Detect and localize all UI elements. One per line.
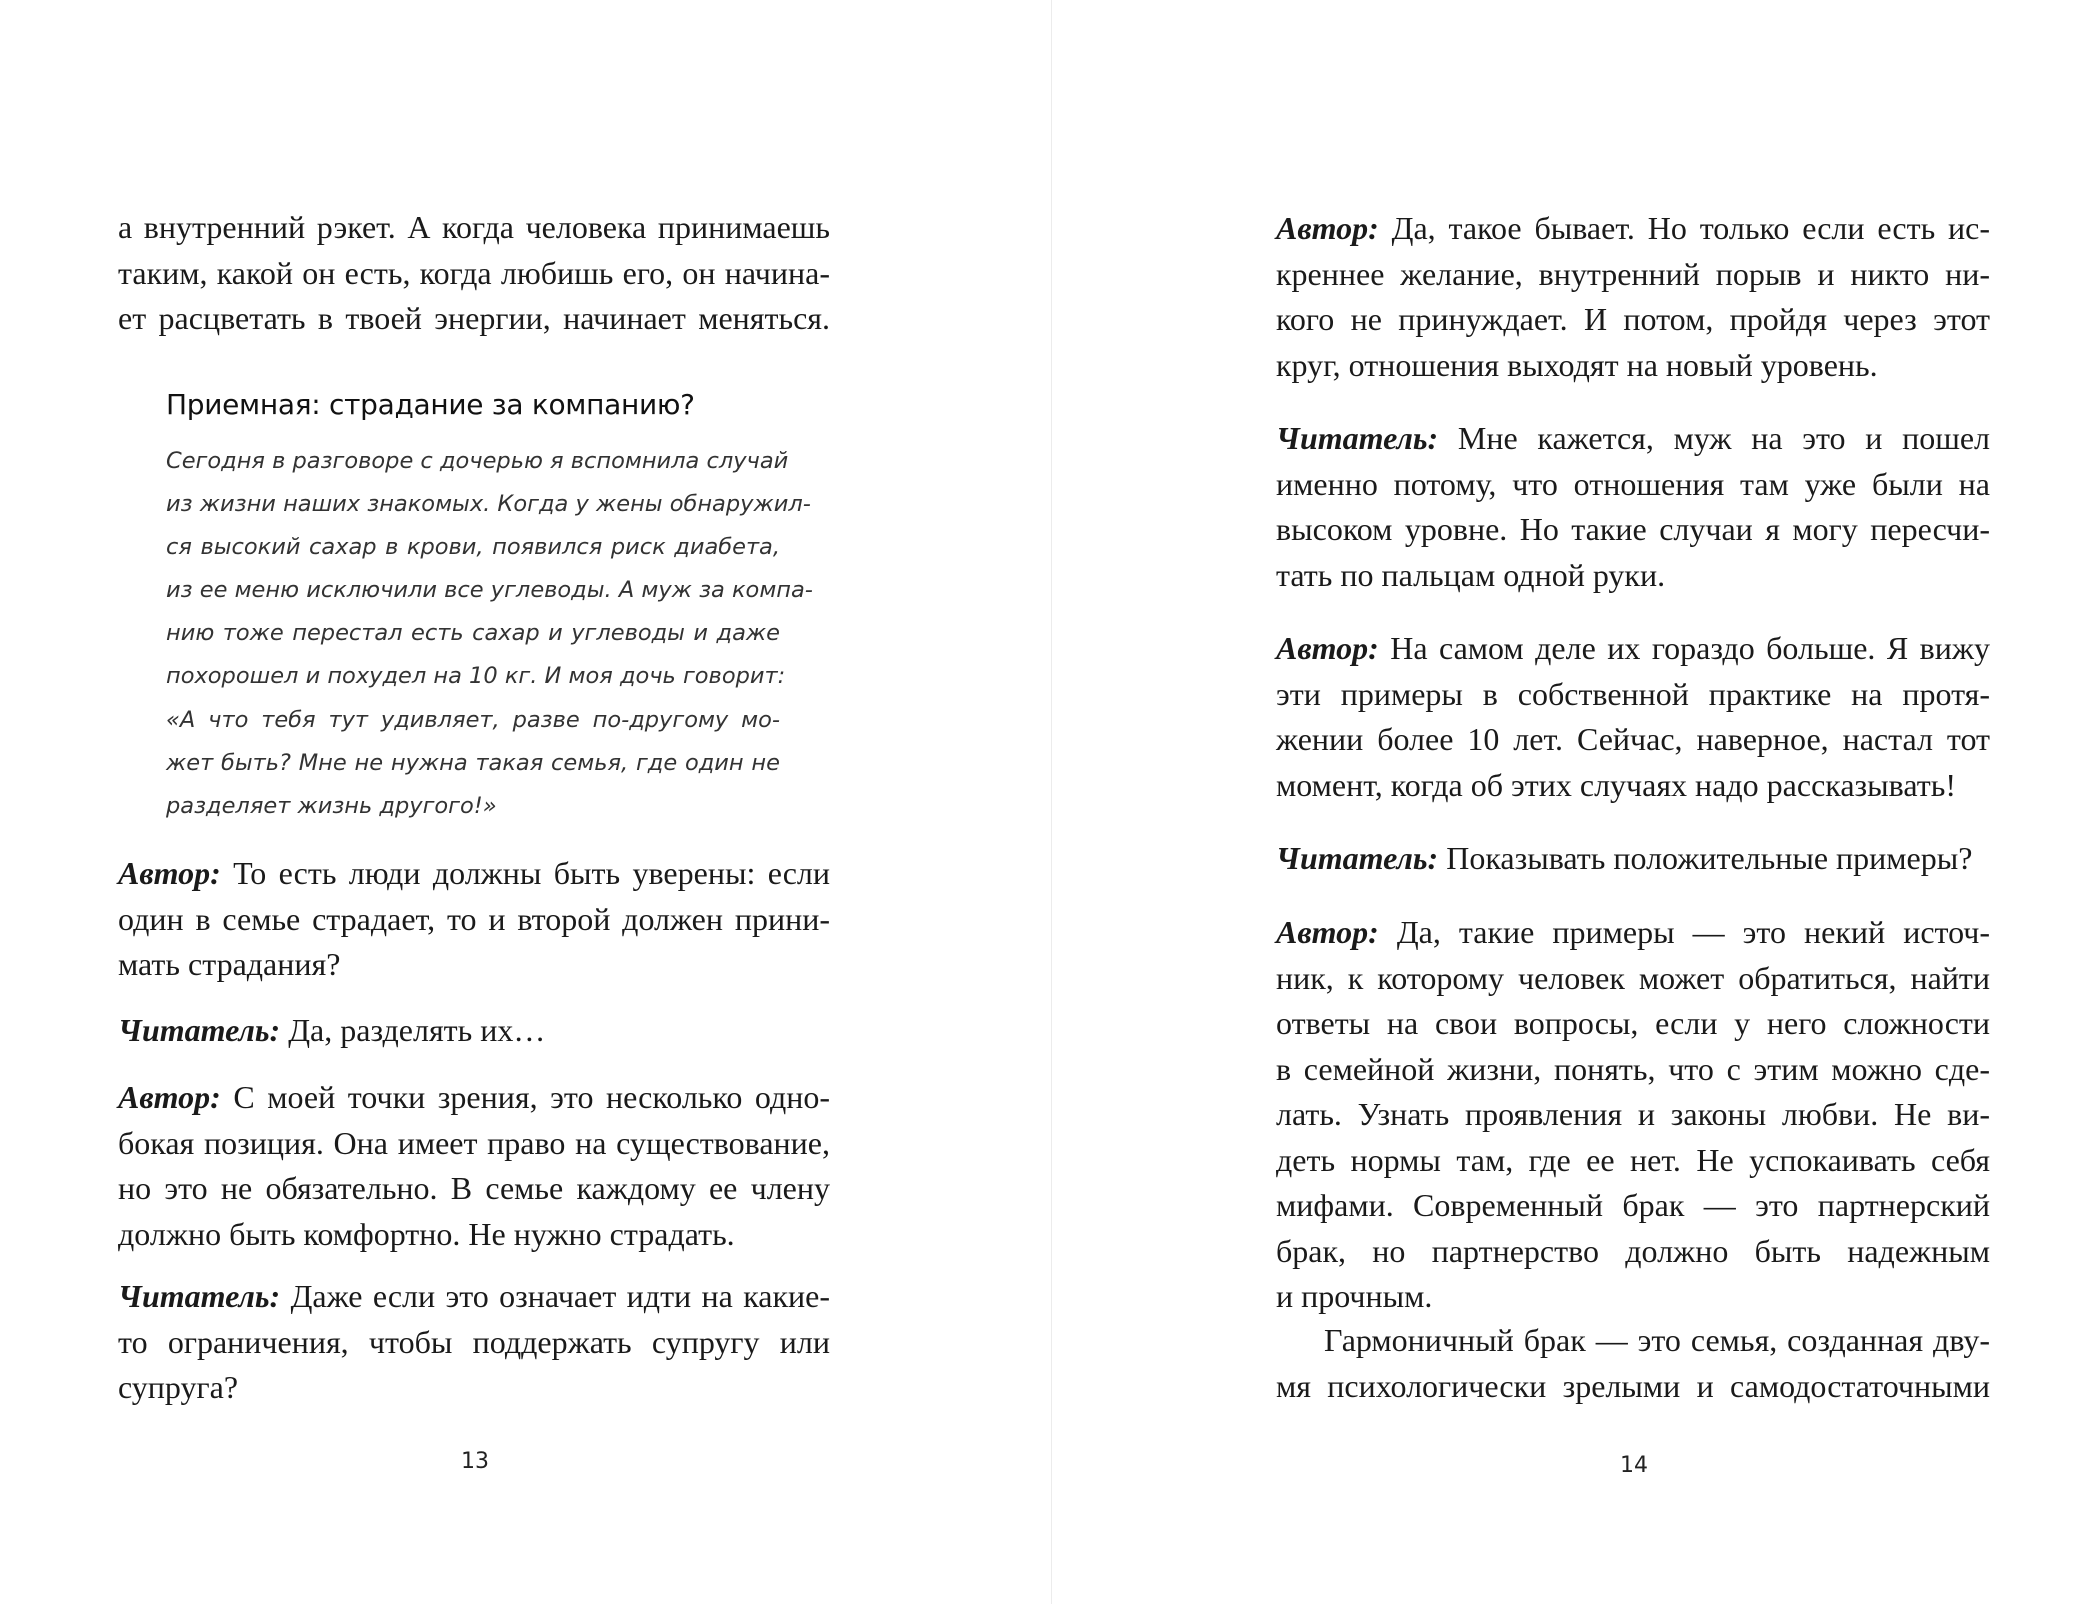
quote-line: Сегодня в разговоре с дочерью я вспомнила случай bbox=[166, 448, 789, 474]
line-text: а внутренний рэкет. А когда человека принимаешь bbox=[118, 209, 830, 245]
line-text: Мне кажется, муж на это и пошел bbox=[1457, 420, 1991, 456]
line-text: Гармоничный брак — это семья, созданная дву- bbox=[1324, 1322, 1990, 1358]
line-text: момент, когда об этих случаях надо рассказывать! bbox=[1276, 766, 1956, 803]
page-gutter bbox=[1051, 0, 1052, 1604]
text-line bbox=[118, 1166, 830, 1212]
line-text: ет расцветать в твоей энергии, начинает меняться. bbox=[118, 300, 830, 336]
dialogue-paragraph bbox=[118, 1008, 830, 1054]
quote-line: из жизни наших знакомых. Когда у жены обнаружил- bbox=[166, 491, 811, 518]
line-text: именно потому, что отношения там уже были на bbox=[1276, 465, 1990, 502]
text-line bbox=[1276, 956, 1990, 1002]
quote-line: нию тоже перестал есть сахар и углеводы и даже bbox=[166, 620, 780, 647]
line-text: Да, разделять их… bbox=[288, 1012, 546, 1048]
text-line bbox=[118, 851, 830, 897]
line-text: То есть люди должны быть уверены: если bbox=[233, 855, 831, 891]
text-line bbox=[118, 251, 830, 297]
dialogue-paragraph bbox=[1276, 910, 1990, 1320]
text-line bbox=[1276, 1001, 1990, 1047]
line-text: С моей точки зрения, это несколько одно- bbox=[233, 1079, 831, 1115]
text-line bbox=[1276, 836, 1990, 882]
speaker-label: Читатель: bbox=[118, 1012, 281, 1048]
text-line bbox=[1276, 1364, 1990, 1410]
line-text: мифами. Современный брак — это партнерский bbox=[1276, 1187, 1990, 1223]
quote-block bbox=[166, 440, 813, 828]
line-text: лать. Узнать проявления и законы любви. Не ви- bbox=[1276, 1096, 1990, 1132]
section-heading: Приемная: страдание за компанию? bbox=[166, 388, 695, 421]
text-line bbox=[1276, 1229, 1990, 1275]
text-line bbox=[1276, 1183, 1990, 1229]
text-line bbox=[118, 1008, 830, 1054]
text-line bbox=[118, 897, 830, 943]
quote-line: ся высокий сахар в крови, появился риск диабета, bbox=[166, 534, 780, 561]
line-text: Даже если это означает идти на какие- bbox=[290, 1278, 831, 1314]
line-text: деть нормы там, где ее нет. Не успокаивать себя bbox=[1276, 1141, 1990, 1178]
text-line bbox=[1276, 717, 1990, 763]
line-text: жении более 10 лет. Сейчас, наверное, настал тот bbox=[1276, 721, 1990, 757]
line-text: мать страдания? bbox=[118, 946, 341, 982]
line-text: один в семье страдает, то и второй должен прини- bbox=[118, 900, 830, 937]
text-line bbox=[1276, 763, 1990, 809]
text-line bbox=[1276, 206, 1990, 252]
paragraph bbox=[118, 205, 830, 342]
line-text: то ограничения, чтобы поддержать супругу или bbox=[118, 1323, 830, 1360]
speaker-label: Автор: bbox=[1276, 630, 1379, 666]
text-line bbox=[118, 205, 830, 251]
text-line bbox=[1276, 1138, 1990, 1184]
line-text: мя психологически зрелыми и самодостаточными bbox=[1276, 1367, 1990, 1404]
text-line bbox=[118, 1075, 830, 1121]
line-text: но это не обязательно. В семье каждому ее члену bbox=[118, 1170, 830, 1206]
text-line bbox=[118, 1365, 830, 1411]
line-text: кого не принуждает. И потом, пройдя через этот bbox=[1276, 301, 1990, 337]
dialogue-paragraph bbox=[1276, 416, 1990, 598]
text-line bbox=[1276, 416, 1990, 462]
speaker-label: Читатель: bbox=[118, 1278, 281, 1314]
dialogue-paragraph bbox=[1276, 836, 1990, 882]
text-line bbox=[1276, 343, 1990, 389]
line-text: в семейной жизни, понять, что с этим можно сде- bbox=[1276, 1050, 1990, 1087]
line-text: супруга? bbox=[118, 1369, 239, 1405]
page-number: 14 bbox=[1620, 1453, 1648, 1478]
line-text: должно быть комфортно. Не нужно страдать. bbox=[118, 1215, 735, 1252]
text-line bbox=[118, 296, 830, 342]
text-line bbox=[1276, 252, 1990, 298]
text-line bbox=[118, 942, 830, 988]
line-text: ответы на свои вопросы, если у него сложности bbox=[1276, 1005, 1990, 1041]
line-text: тать по пальцам одной руки. bbox=[1276, 556, 1666, 593]
text-line bbox=[118, 1274, 830, 1320]
text-line bbox=[1276, 553, 1990, 599]
line-text: креннее желание, внутренний порыв и никто ни- bbox=[1276, 255, 1990, 292]
dialogue-paragraph bbox=[1276, 206, 1990, 388]
text-line bbox=[1276, 1047, 1990, 1093]
speaker-label: Читатель: bbox=[1276, 840, 1439, 876]
text-line bbox=[1276, 507, 1990, 553]
speaker-label: Автор: bbox=[118, 855, 221, 891]
text-line bbox=[1276, 672, 1990, 718]
text-line bbox=[118, 1320, 830, 1366]
dialogue-paragraph bbox=[1276, 626, 1990, 808]
quote-line: жет быть? Мне не нужна такая семья, где один не bbox=[166, 749, 780, 776]
dialogue-paragraph bbox=[118, 851, 830, 988]
quote-line: из ее меню исключили все углеводы. А муж за компа- bbox=[166, 577, 813, 604]
text-line bbox=[1276, 1318, 1990, 1364]
quote-line: разделяет жизнь другого!» bbox=[166, 792, 497, 819]
text-line bbox=[1276, 462, 1990, 508]
line-text: Показывать положительные примеры? bbox=[1446, 840, 1973, 876]
line-text: бокая позиция. Она имеет право на существование, bbox=[118, 1124, 830, 1161]
line-text: На самом деле их гораздо больше. Я вижу bbox=[1390, 630, 1990, 666]
line-text: брак, но партнерство должно быть надежным bbox=[1276, 1232, 1990, 1269]
text-line bbox=[1276, 297, 1990, 343]
text-line bbox=[118, 1212, 830, 1258]
line-text: таким, какой он есть, когда любишь его, он начина- bbox=[118, 254, 830, 291]
page-number: 13 bbox=[461, 1449, 489, 1474]
text-line bbox=[1276, 1274, 1990, 1320]
text-line bbox=[1276, 1092, 1990, 1138]
dialogue-paragraph bbox=[118, 1274, 830, 1411]
text-line bbox=[118, 1121, 830, 1167]
line-text: высоком уровне. Но такие случаи я могу пересчи- bbox=[1276, 511, 1990, 547]
speaker-label: Автор: bbox=[1276, 914, 1379, 950]
line-text: Да, такие примеры — это некий источ- bbox=[1396, 914, 1991, 950]
line-text: эти примеры в собственной практике на протя- bbox=[1276, 675, 1990, 712]
text-line bbox=[1276, 626, 1990, 672]
dialogue-paragraph bbox=[118, 1075, 830, 1257]
speaker-label: Читатель: bbox=[1276, 420, 1439, 456]
line-text: Да, такое бывает. Но только если есть ис- bbox=[1391, 210, 1991, 246]
quote-line: «А что тебя тут удивляет, разве по-другому мо- bbox=[166, 706, 780, 733]
line-text: ник, к которому человек может обратиться, найти bbox=[1276, 959, 1990, 996]
text-line bbox=[1276, 910, 1990, 956]
body-paragraph bbox=[1276, 1318, 1990, 1409]
speaker-label: Автор: bbox=[1276, 210, 1379, 246]
quote-line: похорошел и похудел на 10 кг. И моя дочь говорит: bbox=[166, 663, 786, 690]
speaker-label: Автор: bbox=[118, 1079, 221, 1115]
line-text: и прочным. bbox=[1276, 1278, 1433, 1314]
line-text: круг, отношения выходят на новый уровень. bbox=[1276, 346, 1878, 383]
